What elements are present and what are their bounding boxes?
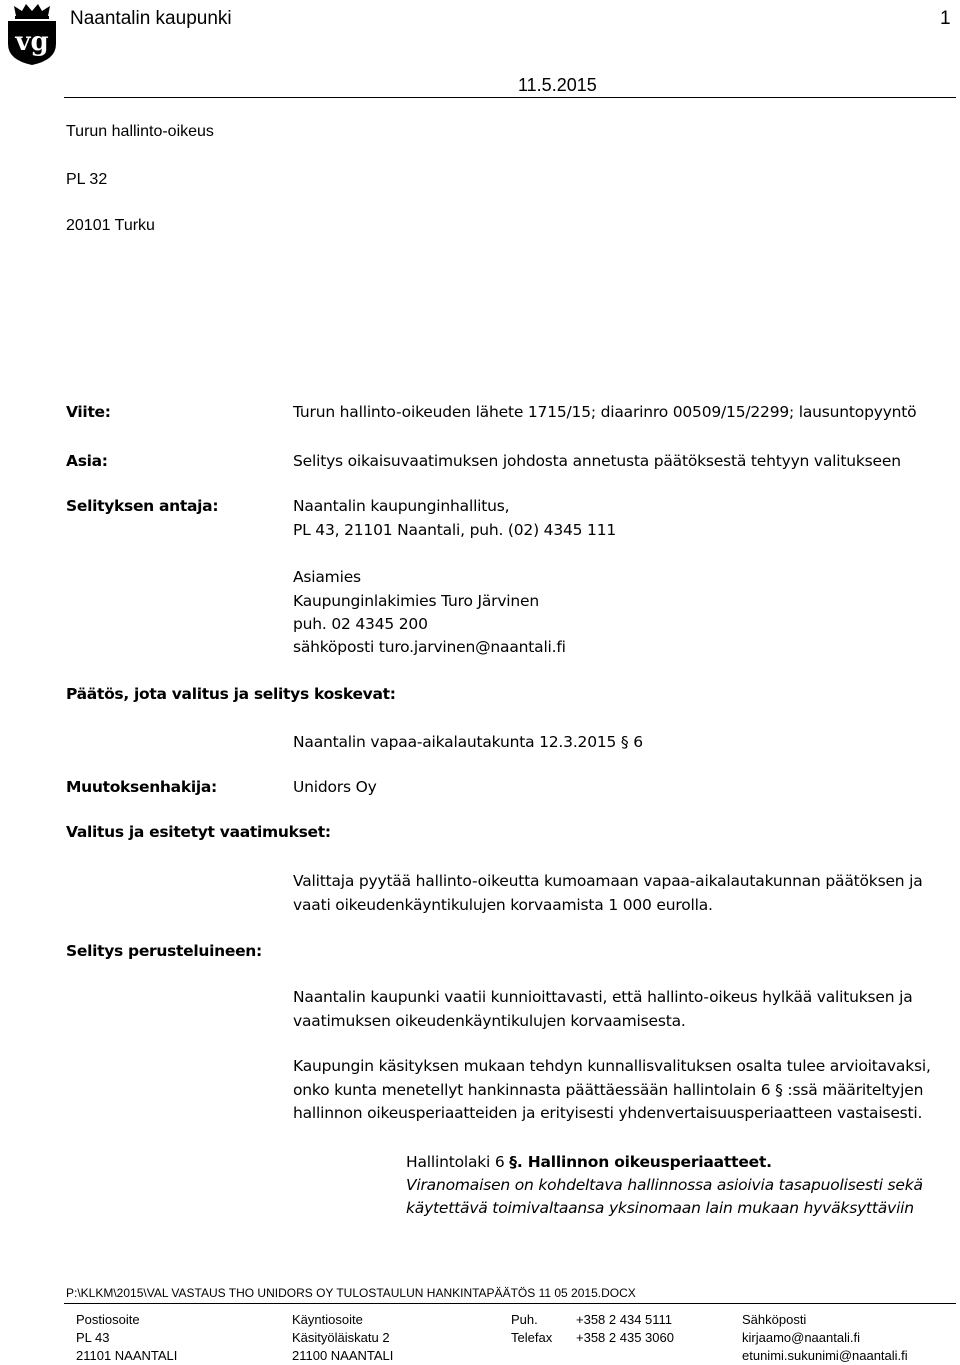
valitus-line-2: vaati oikeudenkäyntikulujen korvaamista 1 000 eurolla. bbox=[293, 896, 713, 914]
paatos-label: Päätös, jota valitus ja selitys koskevat: bbox=[66, 685, 396, 703]
antaja-label: Selityksen antaja: bbox=[66, 497, 219, 515]
document-date: 11.5.2015 bbox=[518, 75, 597, 95]
asiamies-title: Asiamies bbox=[293, 568, 361, 586]
selitys-p2-line-1: Kaupungin käsityksen mukaan tehdyn kunnallisvalituksen osalta tulee arvioitavaksi, bbox=[293, 1057, 931, 1075]
selitys-label: Selitys perusteluineen: bbox=[66, 942, 262, 960]
recipient-po-box: PL 32 bbox=[66, 171, 108, 188]
law-quote-heading-bold: §. Hallinnon oikeusperiaatteet. bbox=[509, 1153, 772, 1171]
selitys-p1-line-2: vaatimuksen oikeudenkäyntikulujen korvaamisesta. bbox=[293, 1012, 686, 1030]
header-rule bbox=[64, 97, 956, 98]
asiamies-email: sähköposti turo.jarvinen@naantali.fi bbox=[293, 638, 566, 656]
law-quote-line-2: käytettävä toimivaltaansa yksinomaan lain mukaan hyväksyttäviin bbox=[406, 1199, 914, 1217]
asiamies-name: Kaupunginlakimies Turo Järvinen bbox=[293, 592, 539, 610]
footer-visit-city: 21100 NAANTALI bbox=[292, 1348, 394, 1363]
footer-visit-street: Käsityöläiskatu 2 bbox=[292, 1330, 390, 1345]
selitys-p2-line-2: onko kunta menetellyt hankinnasta päättäessään hallintolain 6 § :ssä määriteltyjen bbox=[293, 1081, 924, 1099]
law-quote-heading-plain: Hallintolaki 6 bbox=[406, 1153, 510, 1171]
paatos-value: Naantalin vapaa-aikalautakunta 12.3.2015 § 6 bbox=[293, 733, 643, 751]
logo bbox=[4, 2, 60, 66]
law-quote-heading bbox=[406, 1153, 772, 1171]
footer-phone-value: +358 2 434 5111 bbox=[576, 1312, 673, 1327]
valitus-line-1: Valittaja pyytää hallinto-oikeutta kumoamaan vapaa-aikalautakunnan päätöksen ja bbox=[293, 872, 923, 890]
footer-postal-heading: Postiosoite bbox=[76, 1312, 140, 1327]
muutoksenhakija-value: Unidors Oy bbox=[293, 778, 377, 796]
asiamies-phone: puh. 02 4345 200 bbox=[293, 615, 428, 633]
viite-label: Viite: bbox=[66, 403, 111, 421]
file-path: P:\KLKM\2015\VAL VASTAUS THO UNIDORS OY TULOSTAULUN HANKINTAPÄÄTÖS 11 05 2015.DOCX bbox=[66, 1286, 636, 1300]
muutoksenhakija-label: Muutoksenhakija: bbox=[66, 778, 217, 796]
footer-visit-heading: Käyntiosoite bbox=[292, 1312, 363, 1327]
footer-fax-label: Telefax bbox=[511, 1330, 553, 1345]
footer-phone-label: Puh. bbox=[511, 1312, 538, 1327]
antaja-line-2: PL 43, 21101 Naantali, puh. (02) 4345 111 bbox=[293, 521, 617, 539]
antaja-line-1: Naantalin kaupunginhallitus, bbox=[293, 497, 510, 515]
selitys-p1-line-1: Naantalin kaupunki vaatii kunnioittavasti, että hallinto-oikeus hylkää valituksen ja bbox=[293, 988, 913, 1006]
footer-email-registry: kirjaamo@naantali.fi bbox=[742, 1330, 860, 1345]
footer-postal-box: PL 43 bbox=[76, 1330, 110, 1345]
law-quote-line-1: Viranomaisen on kohdeltava hallinnossa asioivia tasapuolisesti sekä bbox=[406, 1176, 923, 1194]
asia-label: Asia: bbox=[66, 452, 108, 470]
footer-email-heading: Sähköposti bbox=[742, 1312, 807, 1327]
asia-value: Selitys oikaisuvaatimuksen johdosta annetusta päätöksestä tehtyyn valitukseen bbox=[293, 452, 901, 470]
recipient-name: Turun hallinto-oikeus bbox=[66, 123, 214, 140]
city-crest-icon bbox=[4, 2, 60, 66]
valitus-label: Valitus ja esitetyt vaatimukset: bbox=[66, 823, 331, 841]
selitys-p2-line-3: hallinnon oikeusperiaatteiden ja erityisesti yhdenvertaisuusperiaatteen vastaisesti. bbox=[293, 1104, 923, 1122]
page-number: 1 bbox=[940, 8, 951, 29]
organization-name: Naantalin kaupunki bbox=[70, 8, 232, 29]
viite-value: Turun hallinto-oikeuden lähete 1715/15; diaarinro 00509/15/2299; lausuntopyyntö bbox=[293, 403, 917, 421]
footer-email-pattern: etunimi.sukunimi@naantali.fi bbox=[742, 1348, 908, 1363]
footer-fax-value: +358 2 435 3060 bbox=[576, 1330, 674, 1345]
footer-postal-city: 21101 NAANTALI bbox=[76, 1348, 178, 1363]
svg-text:vg: vg bbox=[15, 27, 49, 57]
recipient-city: 20101 Turku bbox=[66, 217, 155, 234]
footer-rule bbox=[64, 1303, 956, 1304]
